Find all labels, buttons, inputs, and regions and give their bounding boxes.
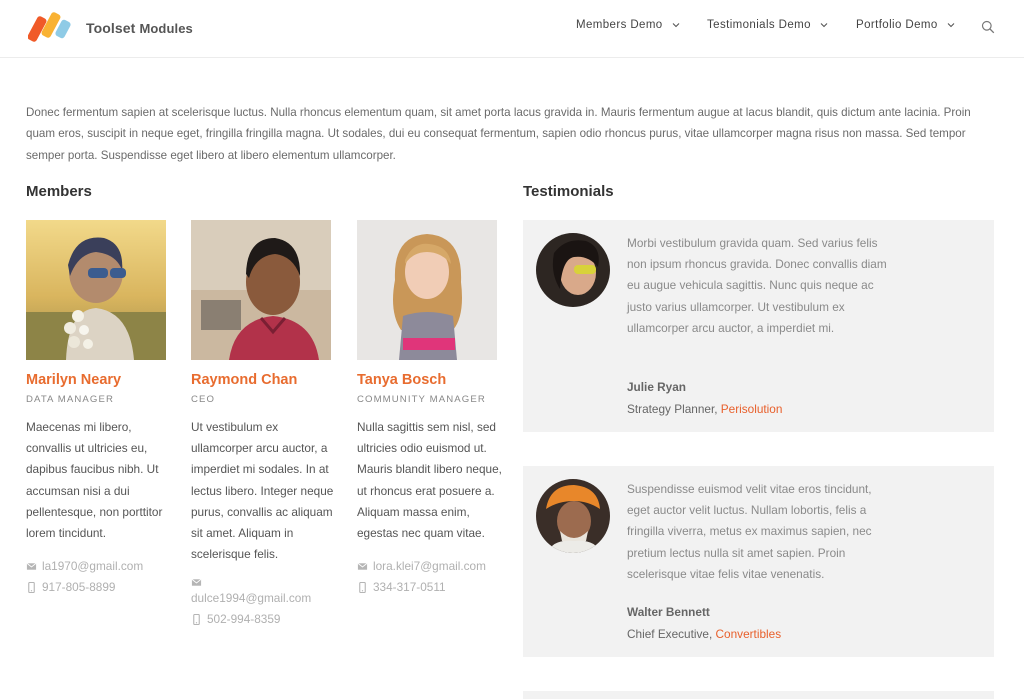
chevron-down-icon xyxy=(820,21,828,29)
phone-icon xyxy=(357,582,368,593)
chevron-down-icon xyxy=(947,21,955,29)
member-name[interactable]: Raymond Chan xyxy=(191,372,298,388)
member-phone[interactable]: 334-317-0511 xyxy=(373,580,446,595)
search-icon[interactable] xyxy=(981,20,995,34)
envelope-icon xyxy=(357,561,368,572)
member-bio: Maecenas mi libero, convallis ut ultricies eu, dapibus faucibus nibh. Ut accumsan nisi a dui pellentesque, non porttitor lorem tincidunt. xyxy=(26,420,163,541)
toolset-logo[interactable] xyxy=(28,10,76,44)
member-phone[interactable]: 917-805-8899 xyxy=(42,580,116,595)
member-email[interactable]: la1970@gmail.com xyxy=(42,559,144,574)
member-role: CEO xyxy=(191,394,216,405)
member-contact xyxy=(191,577,341,630)
member-role: DATA MANAGER xyxy=(26,394,115,405)
testimonial-author: Julie Ryan xyxy=(627,380,687,394)
testimonial-role: Chief Executive, Convertibles xyxy=(627,627,782,641)
testimonial-card xyxy=(523,466,994,657)
testimonial-text: Morbi vestibulum gravida quam. Sed varius felis non ipsum rhoncus gravida. Donec convallis diam eu augue vehicula sagittis. Nunc quis neque ac justo varius ullamcorper. Ut vestibulum ex ullamcorper arcu auctor, a imperdiet mi. xyxy=(627,236,887,335)
member-contact xyxy=(26,556,176,598)
member-photo[interactable] xyxy=(191,220,331,360)
member-bio: Nulla sagittis sem nisl, sed ultricies odio euismod ut. Mauris blandit libero neque, ut rhoncus erat posuere a. Aliquam massa enim, egestas nec quam vitae. xyxy=(357,420,502,541)
member-card xyxy=(26,220,176,598)
site-name[interactable]: Toolset Modules xyxy=(86,20,193,36)
nav-item-members-demo[interactable]: Members Demo xyxy=(576,19,680,31)
testimonial-text: Suspendisse euismod velit vitae eros tincidunt, eget auctor velit luctus. Nullam lobortis, felis a fringilla viverra, metus ex maximus sapien, nec pretium lectus nulla sit amet sapien. Proin scelerisque vitae felis vitae venenatis. xyxy=(627,482,872,581)
chevron-down-icon xyxy=(672,21,680,29)
testimonial-card xyxy=(523,220,994,432)
phone-icon xyxy=(191,614,202,625)
intro-paragraph: Donec fermentum sapien at scelerisque luctus. Nulla rhoncus elementum quam, sit amet porta lacus gravida in. Mauris fermentum augue at lacus blandit, quis dictum ante lacinia. Proin quam eros, suscipit in neque eget, fringilla fringilla magna. Ut sodales, dui eu consequat fermentum, sapien odio rhoncus purus, vitae ullamcorper magna risus non massa. Sed tempor semper porta. Suspendisse eget libero at libero elementum ullamcorper. xyxy=(26,106,971,162)
member-card xyxy=(191,220,341,630)
member-card xyxy=(357,220,507,598)
member-photo[interactable] xyxy=(357,220,497,360)
testimonial-avatar xyxy=(536,233,610,307)
members-heading: Members xyxy=(26,183,92,200)
testimonials-heading: Testimonials xyxy=(523,183,614,200)
member-name[interactable]: Tanya Bosch xyxy=(357,372,447,388)
envelope-icon xyxy=(191,577,202,588)
member-bio: Ut vestibulum ex ullamcorper arcu auctor, a imperdiet mi sodales. In at lectus libero. Integer neque purus, convallis ac aliquam sit amet. Aliquam in scelerisque felis. xyxy=(191,420,334,562)
member-email[interactable]: lora.klei7@gmail.com xyxy=(373,559,486,574)
member-role: COMMUNITY MANAGER xyxy=(357,394,486,405)
member-contact xyxy=(357,556,507,598)
envelope-icon xyxy=(26,561,37,572)
testimonial-role: Strategy Planner, Perisolution xyxy=(627,402,783,416)
member-name[interactable]: Marilyn Neary xyxy=(26,372,122,388)
testimonial-avatar xyxy=(536,479,610,553)
member-email[interactable]: dulce1994@gmail.com xyxy=(191,591,312,606)
nav-item-testimonials-demo[interactable]: Testimonials Demo xyxy=(707,19,828,31)
testimonial-author: Walter Bennett xyxy=(627,605,710,619)
testimonial-card-partial xyxy=(523,691,994,699)
testimonial-company-link[interactable]: Perisolution xyxy=(720,402,783,416)
nav-item-portfolio-demo[interactable]: Portfolio Demo xyxy=(856,19,955,31)
member-phone[interactable]: 502-994-8359 xyxy=(207,612,281,627)
phone-icon xyxy=(26,582,37,593)
site-header xyxy=(0,0,1024,58)
member-photo[interactable] xyxy=(26,220,166,360)
testimonial-company-link[interactable]: Convertibles xyxy=(715,627,782,641)
